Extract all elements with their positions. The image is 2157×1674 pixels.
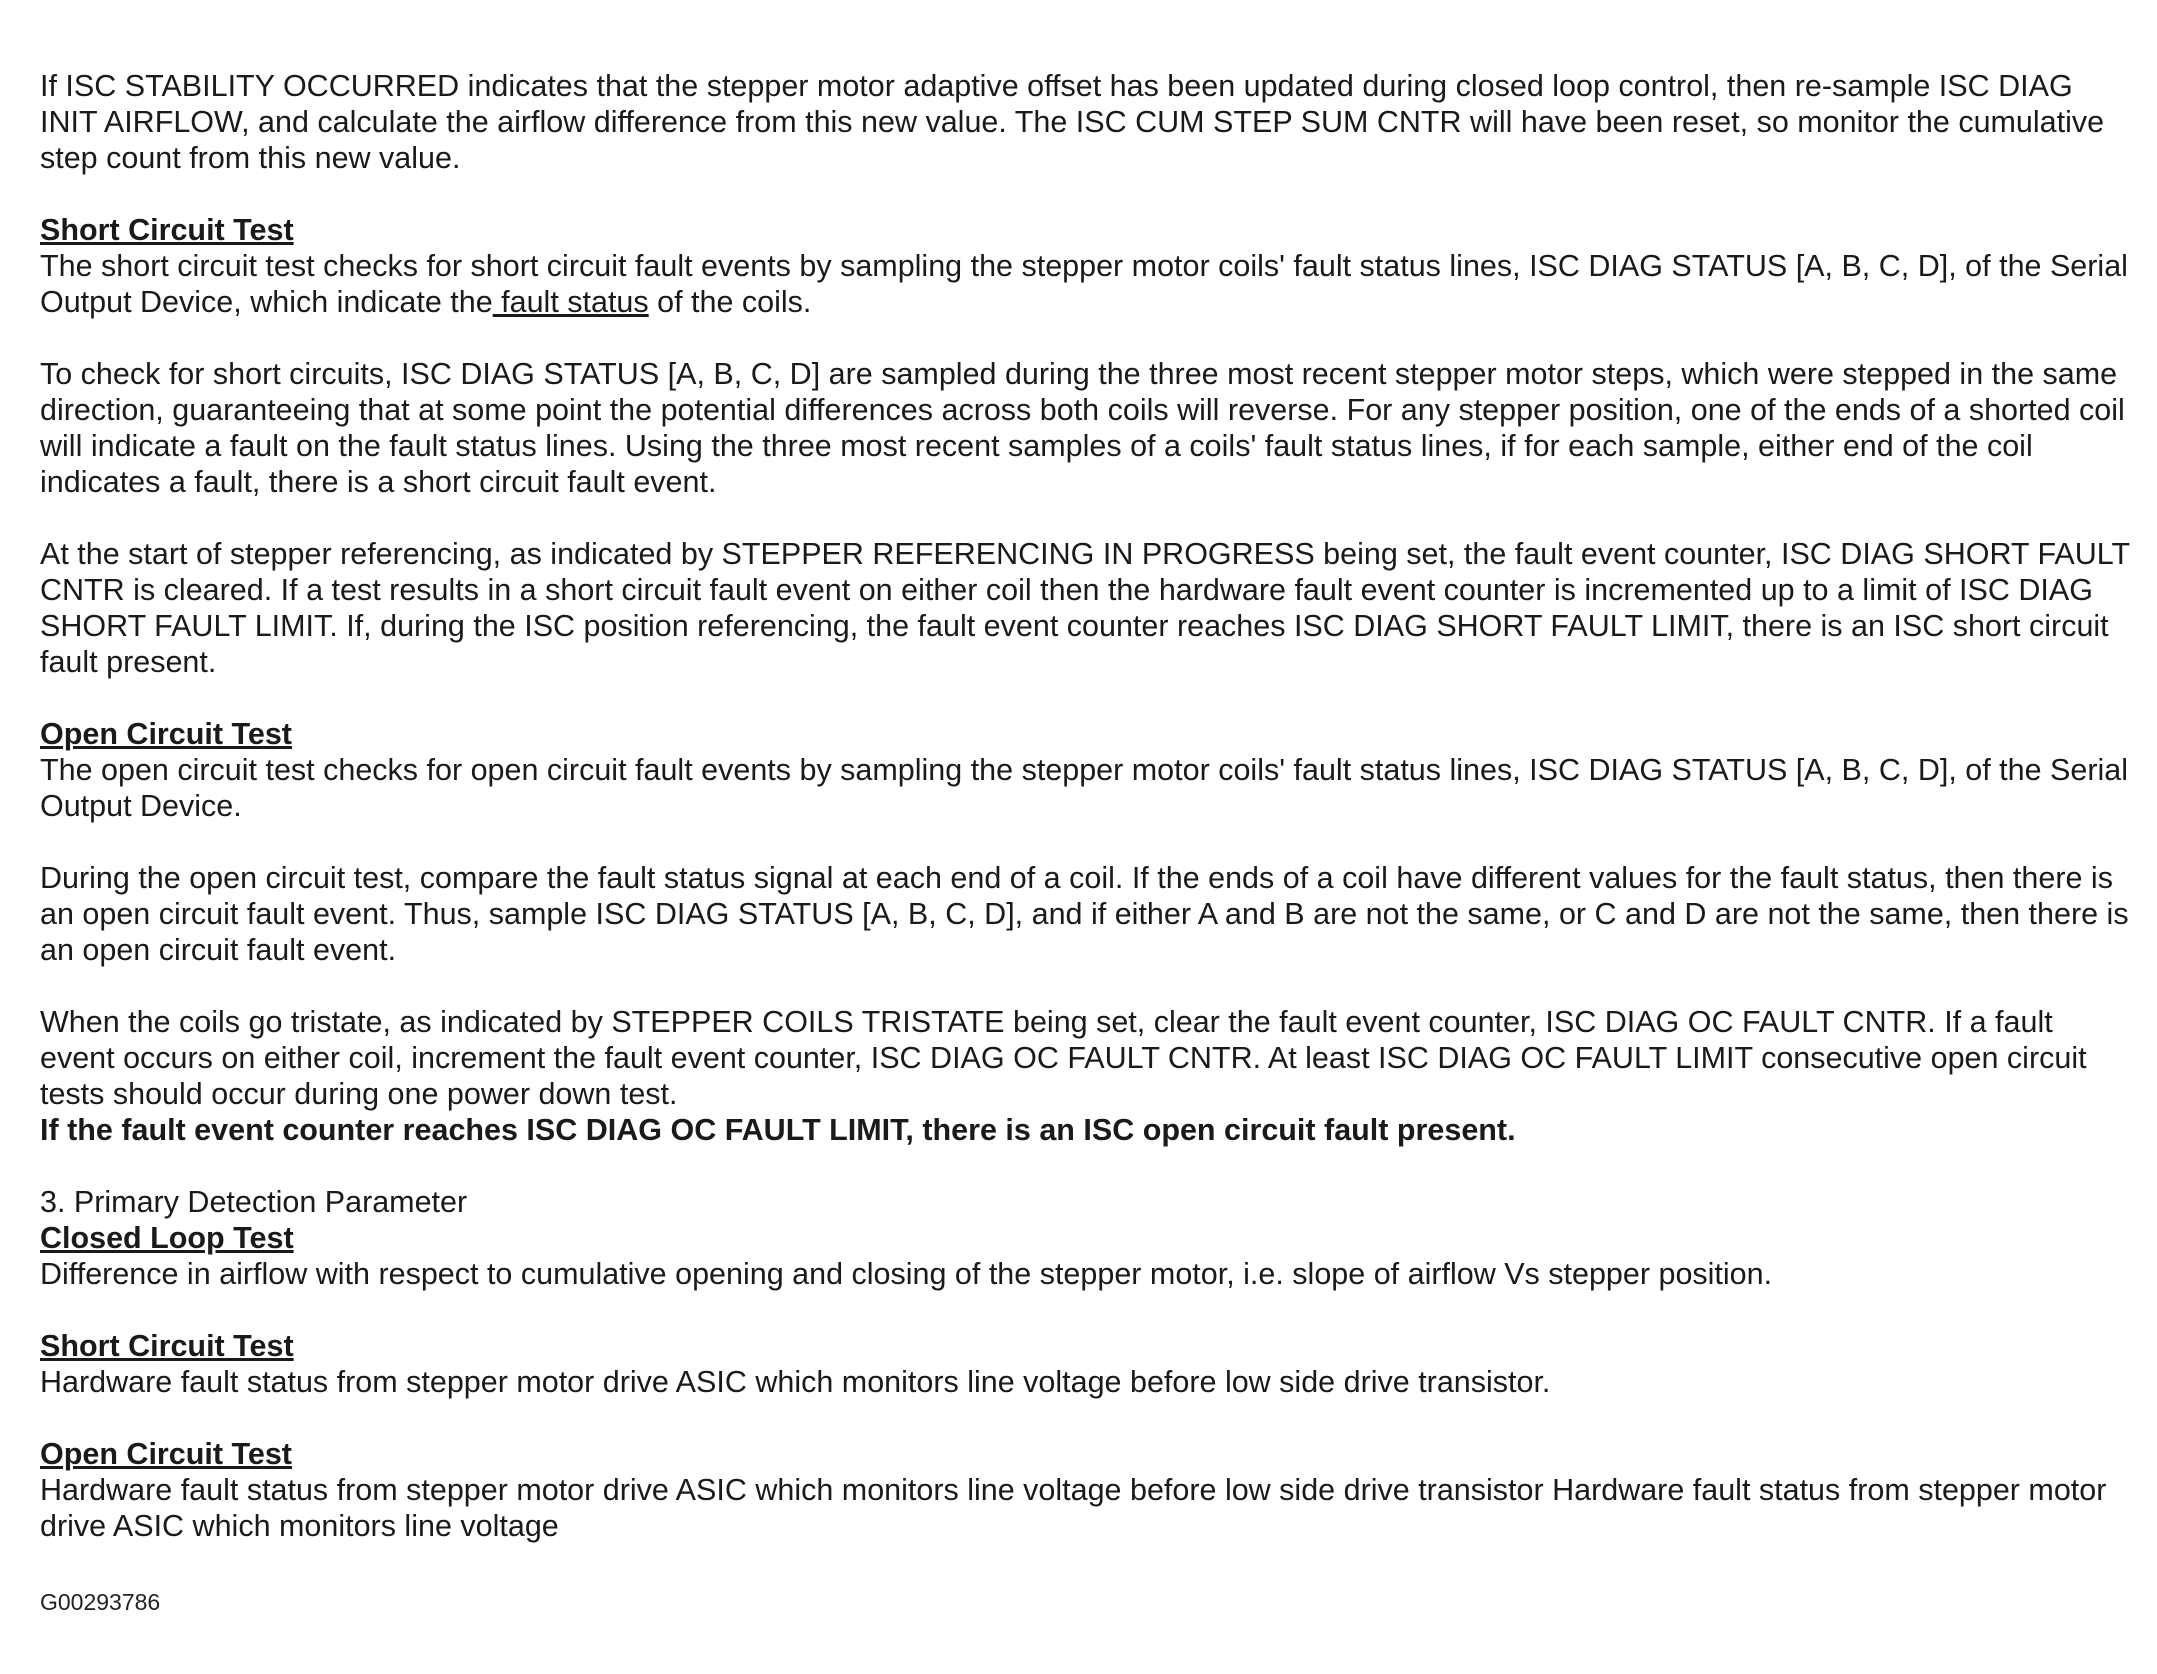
short-circuit-test-heading: Short Circuit Test xyxy=(40,213,294,247)
open-circuit-intro-paragraph: The open circuit test checks for open circuit fault events by sampling the stepper motor coils' fault status lines, ISC DIAG STATUS [A, B, C, D], of the Serial Output Device. xyxy=(40,753,2129,823)
open-circuit-compare-paragraph: During the open circuit test, compare the fault status signal at each end of a coil. If the ends of a coil have different values for the fault status, then there is an open circuit fault event. Thus, sample ISC DIAG STATUS [A, B, C, D], and if either A and B are not the same, or C and D are not the same, then there is an open circuit fault event. xyxy=(40,861,2129,967)
fault-status-term: fault status xyxy=(492,285,649,319)
short-intro-text-a: The short circuit test checks for short circuit fault events by sampling the stepper motor coils' fault status lines, ISC DIAG STATUS [A, B, C, D], of the Serial Output Device, which indicate the xyxy=(40,249,2128,319)
open-circuit-fault-statement: If the fault event counter reaches ISC DIAG OC FAULT LIMIT, there is an ISC open circuit fault present. xyxy=(40,1113,1516,1147)
closed-loop-test-heading: Closed Loop Test xyxy=(40,1221,294,1255)
document-body xyxy=(40,68,2130,1544)
short-circuit-intro-paragraph xyxy=(40,248,2130,320)
short-circuit-test-heading-2: Short Circuit Test xyxy=(40,1329,294,1363)
open-circuit-tristate-paragraph: When the coils go tristate, as indicated by STEPPER COILS TRISTATE being set, clear the fault event counter, ISC DIAG OC FAULT CNTR. If a fault event occurs on either coil, increment the fault event counter, ISC DIAG OC FAULT CNTR. At least ISC DIAG OC FAULT LIMIT consecutive open circuit tests should occur during one power down test. xyxy=(40,1005,2087,1111)
short-circuit-test-text-2: Hardware fault status from stepper motor drive ASIC which monitors line voltage before low side drive transistor. xyxy=(40,1365,1551,1399)
closed-loop-test-text: Difference in airflow with respect to cumulative opening and closing of the stepper motor, i.e. slope of airflow Vs stepper position. xyxy=(40,1257,1773,1291)
isc-stability-paragraph: If ISC STABILITY OCCURRED indicates that the stepper motor adaptive offset has been updated during closed loop control, then re-sample ISC DIAG INIT AIRFLOW, and calculate the airflow difference from this new value. The ISC CUM STEP SUM CNTR will have been reset, so monitor the cumulative step count from this new value. xyxy=(40,69,2105,175)
primary-detection-parameter-title: 3. Primary Detection Parameter xyxy=(40,1185,468,1219)
open-circuit-test-heading: Open Circuit Test xyxy=(40,717,292,751)
figure-id-label: G00293786 xyxy=(40,1589,161,1615)
short-circuit-check-paragraph: To check for short circuits, ISC DIAG STATUS [A, B, C, D] are sampled during the three most recent stepper motor steps, which were stepped in the same direction, guaranteeing that at some point the potential differences across both coils will reverse. For any stepper position, one of the ends of a shorted coil will indicate a fault on the fault status lines. Using the three most recent samples of a coils' fault status lines, if for each sample, either end of the coil indicates a fault, there is a short circuit fault event. xyxy=(40,357,2125,499)
open-circuit-test-text-2: Hardware fault status from stepper motor drive ASIC which monitors line voltage before low side drive transistor Hardware fault status from stepper motor drive ASIC which monitors line voltage xyxy=(40,1473,2107,1543)
open-circuit-test-heading-2: Open Circuit Test xyxy=(40,1437,292,1471)
short-intro-text-b: of the coils. xyxy=(648,285,812,319)
short-circuit-referencing-paragraph: At the start of stepper referencing, as indicated by STEPPER REFERENCING IN PROGRESS being set, the fault event counter, ISC DIAG SHORT FAULT CNTR is cleared. If a test results in a short circuit fault event on either coil then the hardware fault event counter is incremented up to a limit of ISC DIAG SHORT FAULT LIMIT. If, during the ISC position referencing, the fault event counter reaches ISC DIAG SHORT FAULT LIMIT, there is an ISC short circuit fault present. xyxy=(40,537,2130,679)
